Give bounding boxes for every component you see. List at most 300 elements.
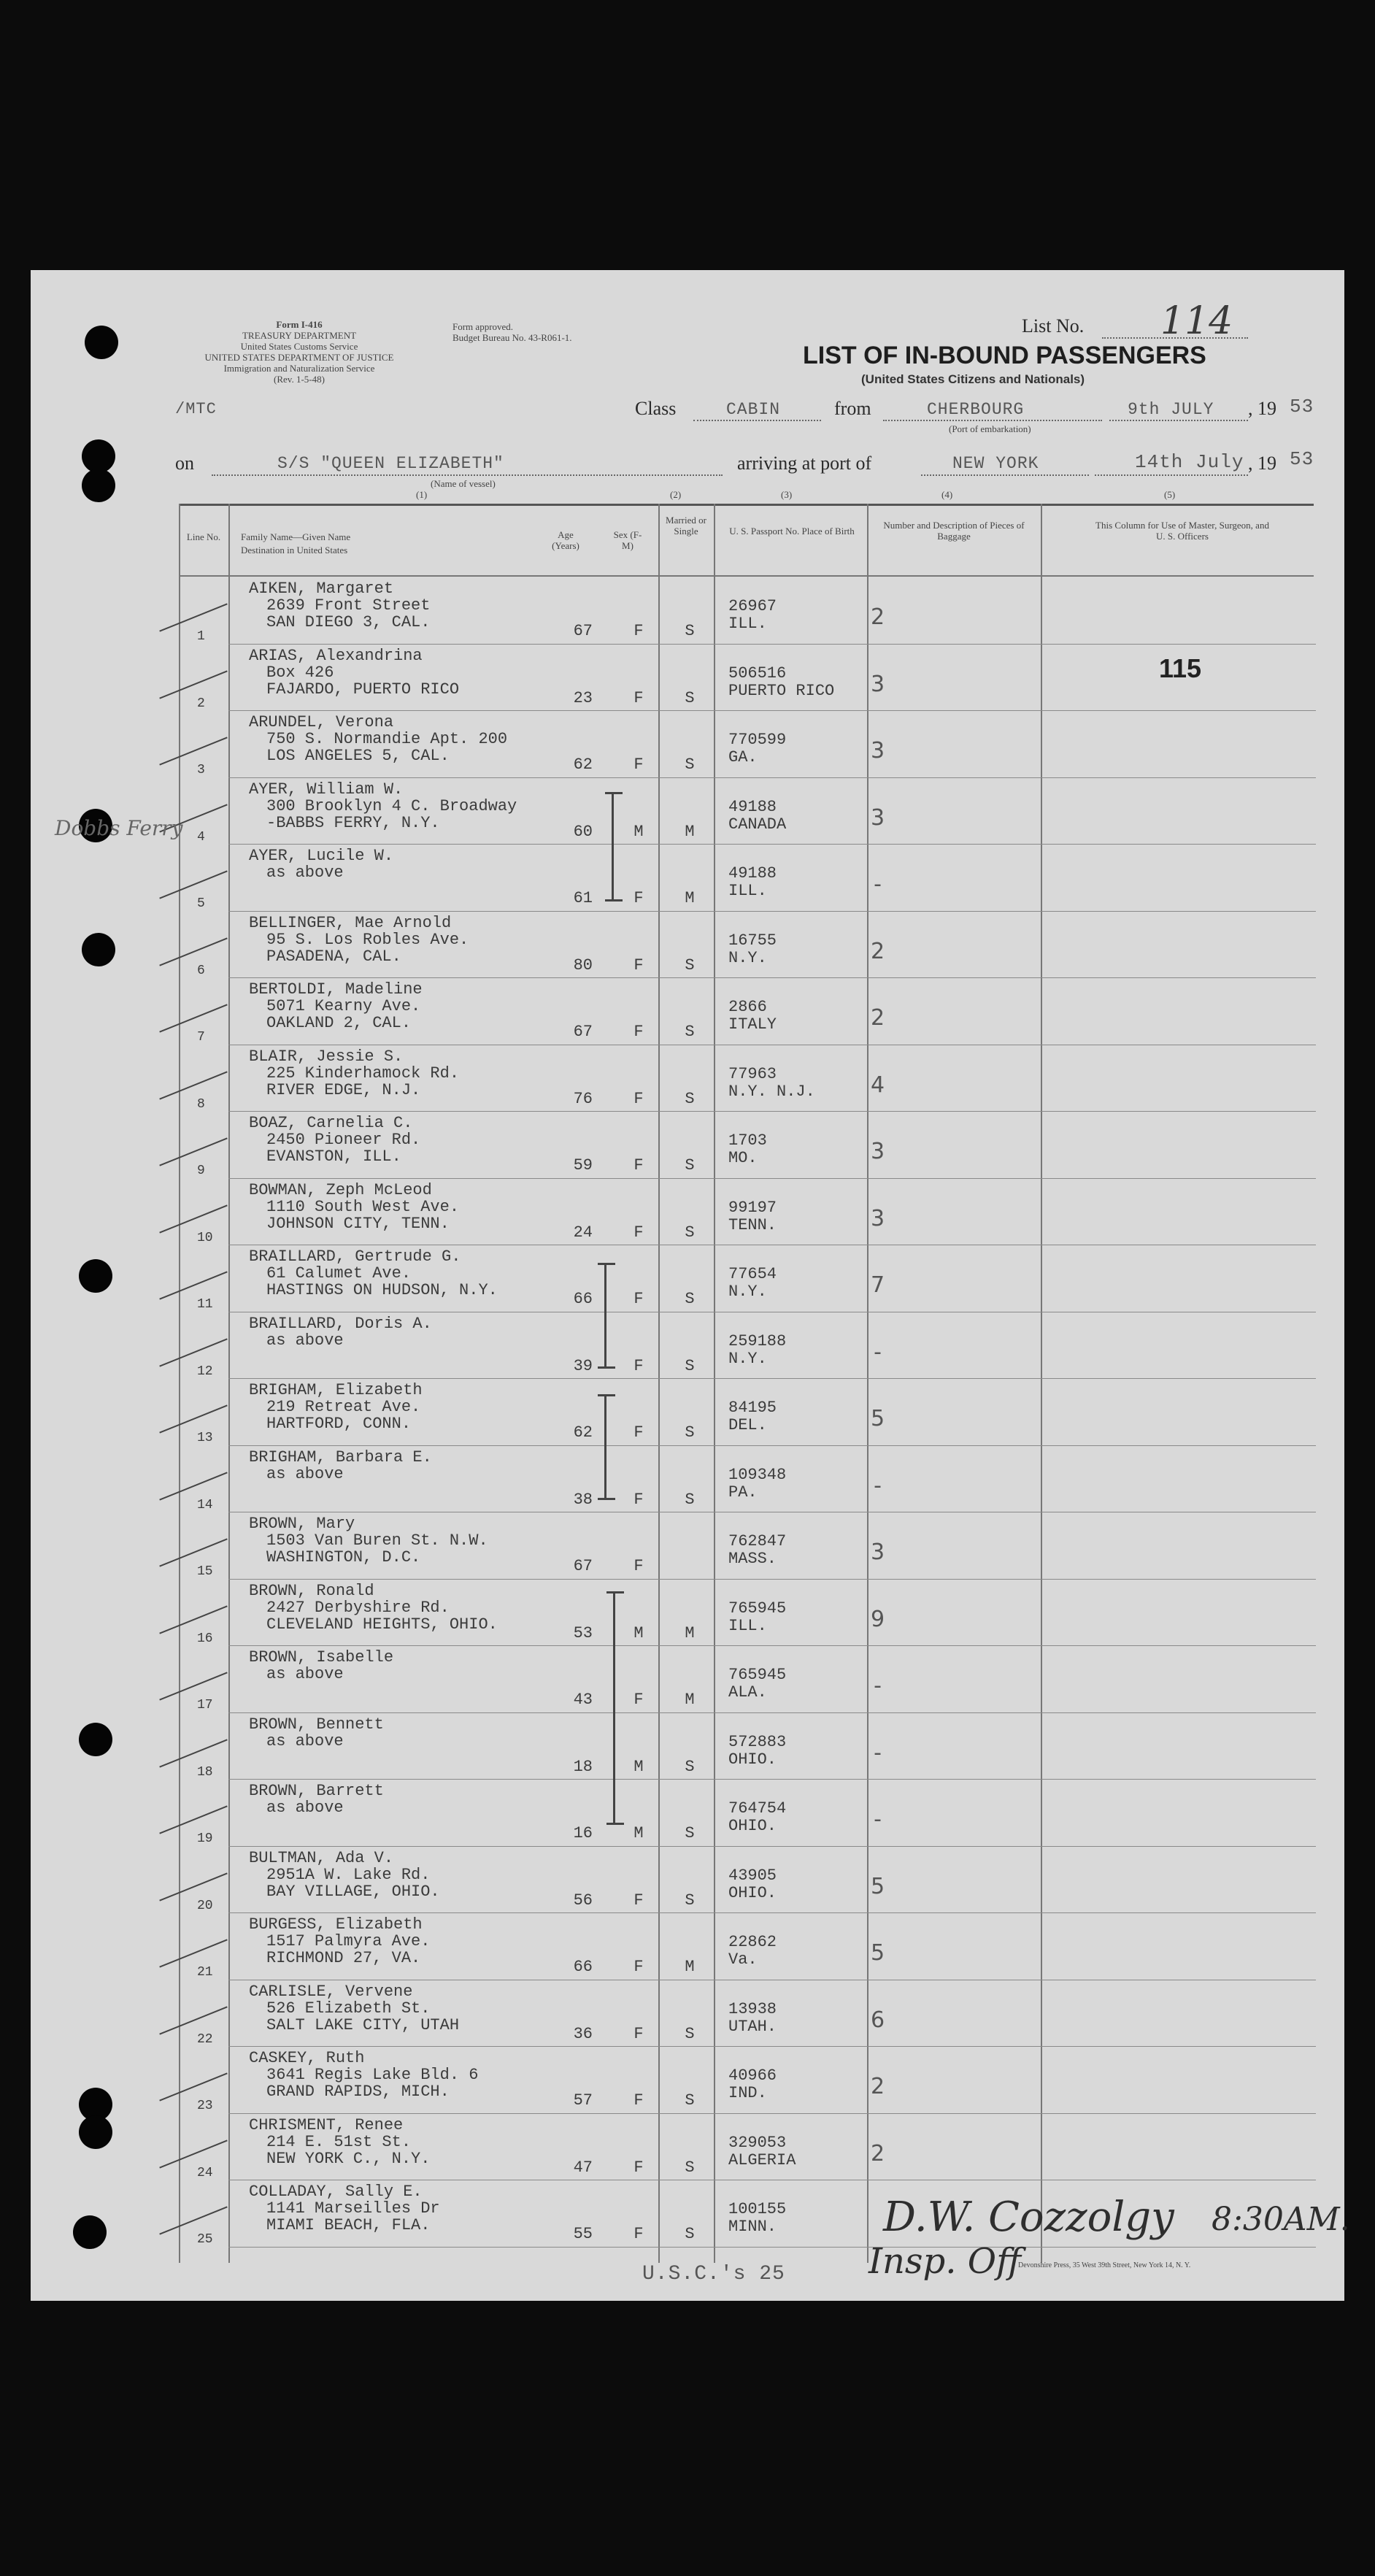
line-number: 5	[197, 896, 205, 911]
officer-signature: D.W. Cozzolgy	[883, 2194, 1174, 2241]
address-line-1: 526 Elizabeth St.	[266, 1999, 431, 2018]
passenger-name: CASKEY, Ruth	[249, 2049, 365, 2067]
header-sex: Sex (F-M)	[613, 529, 642, 551]
table-row	[179, 1512, 1314, 1578]
baggage-count: 2	[870, 2074, 885, 2099]
from-value: CHERBOURG	[927, 400, 1025, 419]
passenger-name: COLLADAY, Sally E.	[249, 2183, 423, 2201]
marital-status: M	[685, 822, 695, 841]
marital-status: S	[685, 1089, 695, 1108]
address-line-2: RIVER EDGE, N.J.	[266, 1080, 421, 1099]
address-line-2: LOS ANGELES 5, CAL.	[266, 747, 450, 765]
passport-number: 100155	[728, 2200, 787, 2218]
passenger-age: 43	[573, 1691, 593, 1709]
address-line-1: 750 S. Normandie Apt. 200	[266, 730, 508, 748]
passenger-name: AYER, Lucile W.	[249, 847, 394, 865]
place-of-birth: ILL.	[728, 1616, 767, 1635]
passport-number: 22862	[728, 1933, 777, 1951]
baggage-count: 3	[870, 1539, 885, 1565]
table-row	[179, 1846, 1314, 1912]
passenger-age: 47	[573, 2158, 593, 2177]
passenger-name: BOAZ, Carnelia C.	[249, 1114, 413, 1132]
marital-status: S	[685, 756, 695, 774]
passenger-age: 62	[573, 1423, 593, 1442]
address-line-1: as above	[266, 864, 344, 882]
passenger-sex: F	[633, 688, 644, 707]
marital-status: S	[685, 1023, 695, 1041]
passenger-sex: F	[633, 1023, 644, 1041]
baggage-count: 3	[870, 1139, 885, 1164]
marital-status: S	[685, 622, 695, 640]
dept-customs: United States Customs Service	[240, 341, 358, 352]
signature-time: 8:30AM.	[1212, 2201, 1350, 2238]
baggage-count: 3	[870, 671, 885, 697]
col-num-1: (1)	[416, 489, 428, 500]
punch-hole	[79, 1259, 112, 1293]
line-number: 9	[197, 1164, 205, 1178]
table-row	[179, 577, 1314, 643]
passenger-age: 67	[573, 1557, 593, 1575]
address-line-2: BAY VILLAGE, OHIO.	[266, 1882, 440, 1901]
address-line-2: JOHNSON CITY, TENN.	[266, 1214, 450, 1233]
baggage-count: 5	[870, 1873, 885, 1899]
header-passport: U. S. Passport No. Place of Birth	[729, 526, 855, 537]
table-row	[179, 1779, 1314, 1845]
family-bracket	[612, 792, 614, 901]
marital-status: S	[685, 1423, 695, 1442]
passport-number: 506516	[728, 664, 787, 683]
marital-status: M	[685, 889, 695, 907]
address-line-1: 2951A W. Lake Rd.	[266, 1865, 431, 1884]
passenger-name: BROWN, Barrett	[249, 1782, 384, 1800]
table-row	[179, 1178, 1314, 1245]
place-of-birth: MO.	[728, 1149, 758, 1167]
baggage-count: 2	[870, 2140, 885, 2166]
passenger-name: AYER, William W.	[249, 780, 404, 799]
passenger-name: AIKEN, Margaret	[249, 580, 394, 598]
place-of-birth: ITALY	[728, 1015, 777, 1034]
passport-number: 2866	[728, 998, 767, 1016]
baggage-count: 7	[870, 1272, 885, 1298]
line-number: 21	[197, 1965, 213, 1980]
address-line-2: HASTINGS ON HUDSON, N.Y.	[266, 1281, 498, 1299]
table-row	[179, 2046, 1314, 2112]
passenger-sex: M	[633, 822, 644, 841]
marital-status: S	[685, 1757, 695, 1776]
vessel-name: S/S "QUEEN ELIZABETH"	[277, 454, 504, 473]
passport-number: 764754	[728, 1799, 787, 1818]
header-baggage: Number and Description of Pieces of Baggage	[883, 520, 1025, 542]
address-line-1: 1503 Van Buren St. N.W.	[266, 1531, 488, 1550]
marital-status: S	[685, 956, 695, 974]
passport-number: 40966	[728, 2066, 777, 2085]
passenger-sex: F	[633, 1958, 644, 1976]
place-of-birth: PUERTO RICO	[728, 681, 835, 700]
form-revision: (Rev. 1-5-48)	[274, 374, 325, 385]
address-line-2: FAJARDO, PUERTO RICO	[266, 680, 460, 699]
address-line-1: Box 426	[266, 663, 334, 682]
passenger-sex: F	[633, 1356, 644, 1375]
budget-number: Budget Bureau No. 43-R061-1.	[452, 332, 572, 343]
address-line-1: 61 Calumet Ave.	[266, 1264, 412, 1283]
passport-number: 49188	[728, 864, 777, 883]
passenger-name: BRIGHAM, Elizabeth	[249, 1381, 423, 1399]
officer-signature-title: Insp. Off	[868, 2241, 1022, 2282]
embark-year-prefix: , 19	[1248, 398, 1276, 419]
table-row	[179, 777, 1314, 844]
place-of-birth: IND.	[728, 2084, 767, 2102]
marital-status: S	[685, 2024, 695, 2043]
embark-label: (Port of embarkation)	[949, 423, 1031, 434]
place-of-birth: PA.	[728, 1483, 758, 1502]
address-line-2: SALT LAKE CITY, UTAH	[266, 2015, 460, 2034]
baggage-count: 6	[870, 2007, 885, 2033]
passenger-sex: F	[633, 1891, 644, 1910]
baggage-count: 9	[870, 1606, 885, 1632]
arriving-label: arriving at port of	[737, 453, 872, 474]
marital-status: S	[685, 2091, 695, 2110]
passenger-sex: F	[633, 1490, 644, 1509]
on-label: on	[175, 453, 194, 474]
address-line-1: 1517 Palmyra Ave.	[266, 1932, 431, 1950]
table-row	[179, 1378, 1314, 1445]
punch-hole	[85, 326, 118, 359]
place-of-birth: ALGERIA	[728, 2150, 796, 2169]
address-line-1: 2427 Derbyshire Rd.	[266, 1598, 450, 1617]
place-of-birth: DEL.	[728, 1416, 767, 1434]
passport-number: 77963	[728, 1064, 777, 1083]
table-row	[179, 1645, 1314, 1712]
line-number: 11	[197, 1297, 213, 1312]
baggage-count: -	[874, 1807, 882, 1832]
line-number: 7	[197, 1030, 205, 1045]
address-line-1: 225 Kinderhamock Rd.	[266, 1064, 460, 1083]
line-number: 14	[197, 1497, 213, 1512]
address-line-1: as above	[266, 1731, 344, 1750]
line-number: 2	[197, 696, 205, 711]
col-num-3: (3)	[781, 489, 793, 500]
approval-block	[452, 321, 635, 343]
line-number: 25	[197, 2232, 213, 2247]
arriving-port: NEW YORK	[952, 454, 1039, 473]
line-number: 17	[197, 1698, 213, 1712]
passenger-sex: F	[633, 756, 644, 774]
punch-hole	[82, 933, 115, 966]
family-bracket	[604, 1263, 606, 1369]
table-row	[179, 1111, 1314, 1177]
table-row	[179, 710, 1314, 777]
side-note: Dobbs Ferry	[55, 816, 183, 840]
dept-immigration: Immigration and Naturalization Service	[223, 363, 375, 374]
line-number: 10	[197, 1230, 213, 1245]
place-of-birth: TENN.	[728, 1215, 777, 1234]
address-line-1: 3641 Regis Lake Bld. 6	[266, 2066, 479, 2084]
header-destination: Destination in United States	[241, 545, 348, 555]
place-of-birth: OHIO.	[728, 1750, 777, 1769]
passenger-name: BROWN, Ronald	[249, 1581, 374, 1600]
passenger-name: BLAIR, Jessie S.	[249, 1047, 404, 1066]
passenger-name: CHRISMENT, Renee	[249, 2115, 404, 2134]
address-line-1: 219 Retreat Ave.	[266, 1398, 421, 1416]
passenger-age: 24	[573, 1223, 593, 1242]
form-agency-block	[204, 319, 394, 385]
passenger-name: ARUNDEL, Verona	[249, 713, 394, 731]
address-line-2: WASHINGTON, D.C.	[266, 1548, 421, 1566]
line-number: 1	[197, 629, 205, 644]
address-line-1: as above	[266, 1331, 344, 1350]
passport-number: 84195	[728, 1399, 777, 1417]
punch-hole	[73, 2215, 107, 2249]
address-line-1: 2450 Pioneer Rd.	[266, 1131, 421, 1149]
punch-hole	[82, 469, 115, 502]
passenger-age: 66	[573, 1958, 593, 1976]
table-row	[179, 644, 1314, 710]
place-of-birth: ILL.	[728, 615, 767, 633]
header-age: Age (Years)	[552, 529, 579, 551]
line-number: 24	[197, 2165, 213, 2180]
passenger-age: 53	[573, 1623, 593, 1642]
header-name: Family Name—Given Name	[241, 531, 351, 542]
row-divider	[228, 2247, 1316, 2248]
passenger-sex: F	[633, 2225, 644, 2243]
address-line-1: 95 S. Los Robles Ave.	[266, 930, 469, 949]
passenger-age: 67	[573, 1023, 593, 1041]
place-of-birth: N.Y.	[728, 1283, 767, 1301]
arrival-date: 14th July	[1135, 451, 1244, 473]
address-line-1: as above	[266, 1464, 344, 1483]
passenger-age: 39	[573, 1356, 593, 1375]
passenger-name: ARIAS, Alexandrina	[249, 646, 423, 665]
place-of-birth: Va.	[728, 1950, 758, 1969]
passenger-sex: F	[633, 1223, 644, 1242]
place-of-birth: N.Y.	[728, 948, 767, 967]
passenger-name: BRAILLARD, Doris A.	[249, 1314, 432, 1333]
line-number: 3	[197, 763, 205, 777]
header-line-no: Line No.	[186, 531, 221, 542]
baggage-count: 5	[870, 1406, 885, 1431]
place-of-birth: GA.	[728, 748, 758, 766]
line-number: 22	[197, 2031, 213, 2047]
baggage-count: 2	[870, 1005, 885, 1031]
table-row	[179, 911, 1314, 977]
table-row	[179, 977, 1314, 1044]
passenger-age: 18	[573, 1757, 593, 1776]
table-row	[179, 1712, 1314, 1779]
page-title: LIST OF IN-BOUND PASSENGERS	[803, 342, 1206, 369]
family-bracket	[604, 1394, 606, 1500]
passport-number: 259188	[728, 1331, 787, 1350]
place-of-birth: ALA.	[728, 1683, 767, 1702]
page-subtitle: (United States Citizens and Nationals)	[861, 372, 1085, 386]
passenger-name: BULTMAN, Ada V.	[249, 1848, 394, 1867]
passenger-age: 80	[573, 956, 593, 974]
class-label: Class	[635, 398, 677, 419]
footer-printer: Devonshire Press, 35 West 39th Street, New York 14, N. Y.	[1018, 2261, 1191, 2269]
passenger-name: BELLINGER, Mae Arnold	[249, 913, 452, 932]
dept-treasury: TREASURY DEPARTMENT	[242, 330, 357, 341]
address-line-2: SAN DIEGO 3, CAL.	[266, 613, 431, 631]
col-num-5: (5)	[1164, 489, 1176, 500]
line-number: 4	[197, 829, 205, 845]
address-line-1: as above	[266, 1665, 344, 1683]
baggage-count: -	[874, 872, 882, 897]
passenger-age: 62	[573, 756, 593, 774]
passport-number: 572883	[728, 1732, 787, 1751]
passenger-sex: F	[633, 2158, 644, 2177]
baggage-count: 3	[870, 738, 885, 764]
passenger-age: 38	[573, 1490, 593, 1509]
table-row	[179, 1980, 1314, 2046]
passenger-sex: M	[633, 1757, 644, 1776]
passenger-name: BROWN, Bennett	[249, 1715, 384, 1734]
passenger-sex: F	[633, 2024, 644, 2043]
place-of-birth: ILL.	[728, 882, 767, 900]
marital-status: M	[685, 1958, 695, 1976]
line-number: 20	[197, 1898, 213, 1913]
header-officers: This Column for Use of Master, Surgeon, and U. S. Officers	[1095, 520, 1269, 542]
address-line-2: OAKLAND 2, CAL.	[266, 1014, 412, 1032]
passenger-age: 56	[573, 1891, 593, 1910]
passenger-sex: F	[633, 1691, 644, 1709]
address-line-2: PASADENA, CAL.	[266, 947, 401, 966]
address-line-2: HARTFORD, CONN.	[266, 1415, 412, 1433]
line-number: 12	[197, 1364, 213, 1379]
passenger-age: 60	[573, 822, 593, 841]
passenger-sex: F	[633, 1290, 644, 1308]
table-row	[179, 2113, 1314, 2180]
passport-number: 43905	[728, 1866, 777, 1885]
table-row	[179, 1445, 1314, 1512]
place-of-birth: MASS.	[728, 1550, 777, 1568]
stamp-number: 115	[1159, 653, 1202, 683]
address-line-2: NEW YORK C., N.Y.	[266, 2149, 431, 2168]
marital-status: S	[685, 1223, 695, 1242]
address-line-1: 5071 Kearny Ave.	[266, 997, 421, 1015]
vessel-label: (Name of vessel)	[431, 478, 496, 489]
passenger-name: BRIGHAM, Barbara E.	[249, 1447, 432, 1466]
baggage-count: -	[874, 1339, 882, 1365]
dept-justice: UNITED STATES DEPARTMENT OF JUSTICE	[204, 352, 394, 363]
marital-status: S	[685, 1290, 695, 1308]
marital-status: S	[685, 1156, 695, 1174]
passenger-age: 23	[573, 688, 593, 707]
form-approved: Form approved.	[452, 321, 514, 332]
marital-status: S	[685, 1356, 695, 1375]
passport-number: 329053	[728, 2133, 787, 2152]
passport-number: 762847	[728, 1532, 787, 1550]
passenger-sex: F	[633, 889, 644, 907]
passport-number: 1703	[728, 1131, 767, 1150]
table-top-border	[179, 504, 1314, 506]
mtc-mark: /MTC	[175, 400, 217, 418]
passenger-age: 36	[573, 2024, 593, 2043]
line-number: 6	[197, 963, 205, 978]
passenger-name: BROWN, Isabelle	[249, 1648, 394, 1666]
baggage-count: 3	[870, 804, 885, 831]
table-row	[179, 1045, 1314, 1111]
marital-status: S	[685, 2158, 695, 2177]
address-line-2: EVANSTON, ILL.	[266, 1147, 401, 1166]
passenger-age: 16	[573, 1824, 593, 1842]
place-of-birth: N.Y.	[728, 1349, 767, 1368]
address-line-1: 300 Brooklyn 4 C. Broadway	[266, 796, 517, 815]
passenger-age: 57	[573, 2091, 593, 2110]
baggage-count: 2	[870, 938, 885, 964]
passenger-age: 66	[573, 1290, 593, 1308]
table-row	[179, 1312, 1314, 1378]
passport-number: 26967	[728, 597, 777, 615]
passport-number: 13938	[728, 1999, 777, 2018]
baggage-count: -	[874, 1673, 882, 1699]
passenger-sex: M	[633, 1623, 644, 1642]
address-line-2: -BABBS FERRY, N.Y.	[266, 813, 440, 832]
passenger-name: BOWMAN, Zeph McLeod	[249, 1180, 432, 1199]
address-line-2: MIAMI BEACH, FLA.	[266, 2216, 431, 2234]
punch-hole	[79, 1723, 112, 1756]
place-of-birth: N.Y. N.J.	[728, 1082, 815, 1101]
passenger-sex: M	[633, 1824, 644, 1842]
address-line-1: 1141 Marseilles Dr	[266, 2199, 440, 2218]
address-line-1: as above	[266, 1799, 344, 1817]
place-of-birth: CANADA	[728, 815, 787, 834]
place-of-birth: OHIO.	[728, 1817, 777, 1835]
passport-number: 16755	[728, 931, 777, 950]
address-line-2: GRAND RAPIDS, MICH.	[266, 2083, 450, 2101]
line-number: 19	[197, 1831, 213, 1846]
passenger-name: BURGESS, Elizabeth	[249, 1915, 423, 1934]
address-line-2: CLEVELAND HEIGHTS, OHIO.	[266, 1615, 498, 1634]
passenger-sex: F	[633, 2091, 644, 2110]
passport-number: 99197	[728, 1198, 777, 1217]
passenger-sex: F	[633, 622, 644, 640]
arrival-year-prefix: , 19	[1248, 453, 1276, 474]
line-number: 8	[197, 1096, 205, 1112]
marital-status: S	[685, 2225, 695, 2243]
line-number: 23	[197, 2099, 213, 2113]
passenger-sex: F	[633, 956, 644, 974]
marital-status: S	[685, 1891, 695, 1910]
marital-status: S	[685, 688, 695, 707]
marital-status: M	[685, 1691, 695, 1709]
embark-date: 9th JULY	[1128, 400, 1214, 419]
col-num-2: (2)	[670, 489, 682, 500]
passport-number: 765945	[728, 1666, 787, 1684]
line-number: 13	[197, 1431, 213, 1445]
line-number: 15	[197, 1564, 213, 1579]
line-number: 16	[197, 1631, 213, 1646]
footer-count: U.S.C.'s 25	[642, 2263, 785, 2285]
place-of-birth: OHIO.	[728, 1883, 777, 1902]
marital-status: S	[685, 1824, 695, 1842]
passport-number: 770599	[728, 731, 787, 749]
passenger-age: 76	[573, 1089, 593, 1108]
list-no-label: List No.	[1022, 315, 1085, 337]
baggage-count: 5	[870, 1940, 885, 1966]
table-row	[179, 1245, 1314, 1311]
place-of-birth: MINN.	[728, 2218, 777, 2236]
place-of-birth: UTAH.	[728, 2017, 777, 2036]
passenger-sex: F	[633, 1156, 644, 1174]
embark-year: 53	[1290, 396, 1314, 418]
passenger-age: 59	[573, 1156, 593, 1174]
passenger-name: CARLISLE, Vervene	[249, 1982, 413, 2001]
passenger-name: BROWN, Mary	[249, 1515, 355, 1533]
passport-number: 49188	[728, 797, 777, 816]
passport-number: 109348	[728, 1465, 787, 1484]
table-row	[179, 844, 1314, 910]
punch-hole	[79, 2115, 112, 2149]
baggage-count: -	[874, 1472, 882, 1499]
